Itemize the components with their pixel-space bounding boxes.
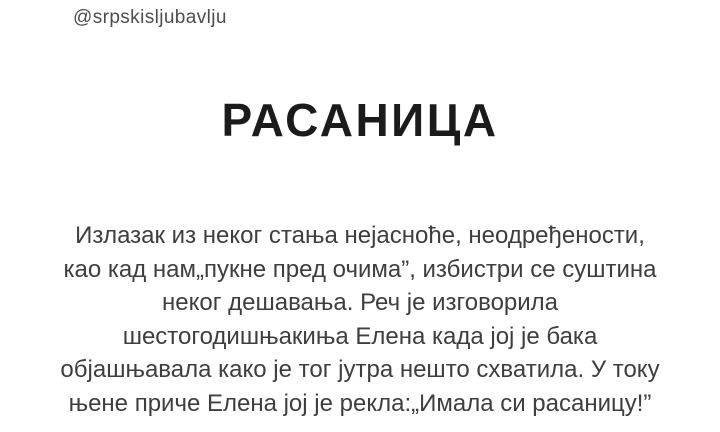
- quote-line: њене приче Елена јој је рекла:„Имала си расаницу!”: [68, 389, 652, 417]
- quote-line: шестогодишњакиња Елена када јој је бака: [122, 322, 598, 350]
- author-handle: @srpskisljubavlju: [73, 7, 227, 28]
- quote-line: Излазак из неког стања нејасноће, неодређености,: [75, 222, 645, 249]
- quote-line: неког дешавања. Реч је изговорила: [161, 289, 559, 316]
- quote-paragraph: [0, 219, 720, 420]
- quote-line: као кад нам„пукне пред очима”, избистри се суштина: [63, 255, 657, 283]
- page-title: РАСАНИЦА: [221, 94, 499, 146]
- quote-line: објашњавала како је тог јутра нешто схватила. У току: [60, 356, 660, 383]
